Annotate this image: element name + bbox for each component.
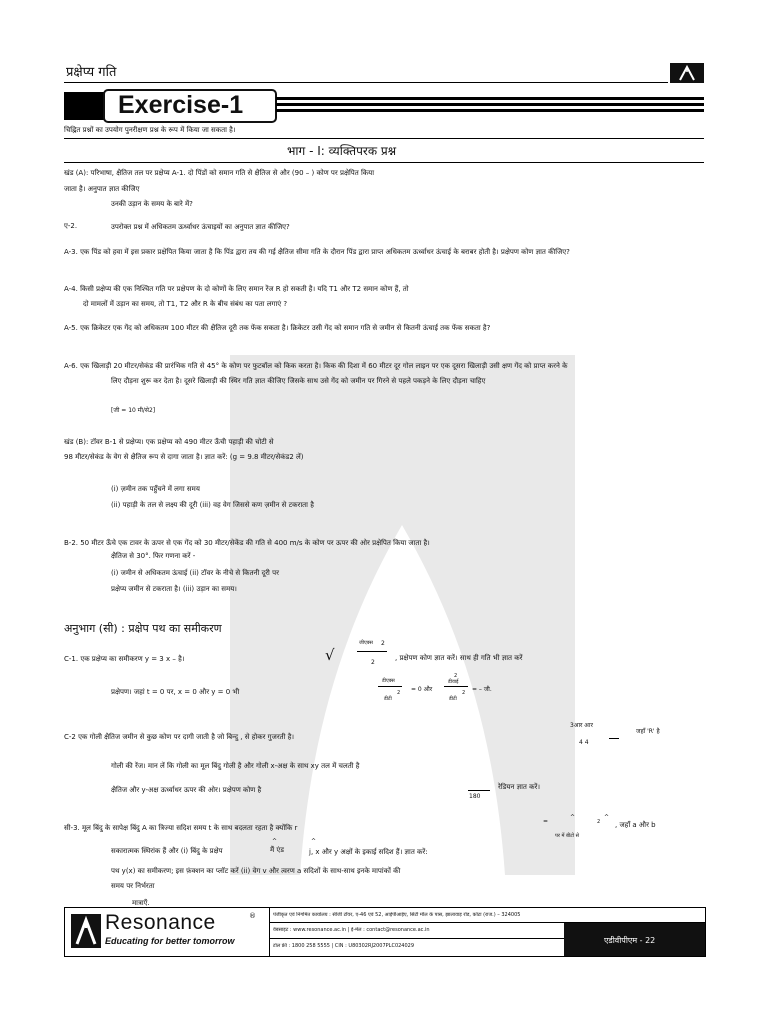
c3-right-sub: पर में बीटो से bbox=[555, 833, 579, 839]
question-a2-text: उपरोक्त प्रश्न में अधिकतम ऊर्ध्वाधर ऊंचाइयों का अनुपात ज्ञात कीजिए? bbox=[111, 223, 290, 231]
question-c3-line5: मात्राएँ. bbox=[132, 899, 150, 907]
question-b1-line2: 98 मीटर/सेकंड के वेग से क्षैतिज रूप से दागा जाता है। ज्ञात करें: (g = 9.8 मीटर/सेकंड2 लें) bbox=[64, 453, 304, 461]
question-c3-line4: समय पर निर्भरता bbox=[111, 882, 155, 890]
c3-right-caret: ^ bbox=[570, 814, 576, 821]
brand-tagline: Educating for better tomorrow bbox=[105, 936, 235, 946]
question-a5: A-5. एक क्रिकेटर एक गेंद को अधिकतम 100 मीटर की क्षैतिज दूरी तक फेंक सकता है। क्रिकेटर उसी गेंद को समान गति से जमीन से कितनी ऊंचाई तक फेंक सकता है? bbox=[64, 324, 491, 332]
exercise-title: Exercise-1 bbox=[118, 91, 244, 119]
question-b1-part-ii: (ii) पहाड़ी के तल से लक्ष्य की दूरी (iii) वह वेग जिससे कण ज़मीन से टकराता है bbox=[111, 501, 314, 509]
chapter-title: प्रक्षेप्य गति bbox=[66, 65, 117, 80]
c2-right-top: 3आर आर bbox=[570, 722, 593, 729]
question-c1-left: C-1. एक प्रक्षेप्य का समीकरण y = 3 x – है। bbox=[64, 655, 185, 663]
c1-eq1-num: डीएक्स bbox=[382, 678, 395, 684]
c1-frac-den: 2 bbox=[371, 659, 375, 666]
header-logo-icon bbox=[670, 63, 704, 83]
question-b2-line4: प्रक्षेप्य जमीन से टकराता है। (iii) उड़ान का समय। bbox=[111, 585, 237, 593]
c2-right-den: 4 4 bbox=[579, 739, 589, 746]
question-b2-line2: क्षैतिज से 30°. फिर गणना करें - bbox=[111, 552, 196, 560]
part-heading: भाग - I: व्यक्तिपरक प्रश्न bbox=[287, 144, 397, 158]
question-c2-line1: C-2 एक गोली क्षैतिज जमीन से कुछ कोण पर दागी जाती है जो बिन्दु , से होकर गुजरती है। bbox=[64, 733, 295, 741]
section-a-intro-3: उनकी उड़ान के समय के बारे में? bbox=[111, 200, 193, 208]
c1-eq1-rhs: = 0 और bbox=[411, 686, 433, 693]
brand-name: Resonance bbox=[105, 911, 216, 934]
question-c3-line2b: मैं एंड bbox=[270, 846, 285, 854]
note-text: चिह्नित प्रश्नों का उपयोग पुनरीक्षण प्रश्न के रूप में किया जा सकता है। bbox=[64, 126, 236, 134]
c3-hat-j: ^ bbox=[311, 838, 317, 845]
question-a6-line1: A-6. एक खिलाड़ी 20 मीटर/सेकंड की प्रारंभिक गति से 45° के कोण पर फुटबॉल को किक करता है। किक की दिशा में 60 मीटर दूर गोल लाइन पर एक दूसरा खिलाड़ी उसी क्षण गेंद को प्राप्त करने के bbox=[64, 362, 568, 370]
footer-brand bbox=[65, 908, 270, 956]
c2-right-tail: जहाँ 'R' है bbox=[636, 728, 660, 735]
question-c3-line2a: सकारात्मक स्थिरांक हैं और (i) बिंदु के प्रक्षेप bbox=[111, 847, 223, 855]
c1-eq2-top: 2 bbox=[454, 673, 458, 679]
section-a-intro-2: जाता है। अनुपात ज्ञात कीजिए bbox=[64, 185, 140, 193]
question-b1-part-i: (i) ज़मीन तक पहुँचने में लगा समय bbox=[111, 485, 200, 493]
c1-eq2-num: डीवाई bbox=[448, 679, 459, 685]
c3-hat-i: ^ bbox=[272, 838, 278, 845]
c3-right-caret-2: ^ bbox=[604, 814, 610, 821]
question-a4-line1: A-4. किसी प्रक्षेप्य की एक निश्चित गति पर प्रक्षेपण के दो कोणों के लिए समान रेंज R हो सकती है। यदि T1 और T2 समान कोण हैं, तो bbox=[64, 285, 409, 293]
question-c2-line2: गोली की रेंज। मान लें कि गोली का मूल बिंदु गोली है और गोली x-अक्ष के साथ xy तल में चलती है bbox=[111, 762, 360, 770]
question-b2-line3: (i) जमीन से अधिकतम ऊंचाई (ii) टॉवर के नीचे से कितनी दूरी पर bbox=[111, 569, 279, 577]
c2-frac-den: 180 bbox=[469, 793, 481, 800]
c1-eq2-rhs: = – जी. bbox=[472, 686, 492, 693]
c3-right-tail: , जहाँ a और b bbox=[615, 821, 656, 829]
question-c2-line3: क्षैतिज और y-अक्ष ऊर्ध्वाधर ऊपर की ओर। प्रक्षेपण कोण है bbox=[111, 786, 262, 794]
question-b1-line1: खंड (B): टॉवर B-1 से प्रक्षेप्य। एक प्रक्षेप्य को 490 मीटर ऊँची पहाड़ी की चोटी से bbox=[64, 438, 274, 446]
footer-toll: टोल फ्री : 1800 258 5555 | CIN : U80302RJ2007PLC024029 bbox=[273, 943, 415, 949]
c1-eq1-den: डीटी bbox=[384, 696, 392, 702]
c3-right-sup: 2 bbox=[597, 819, 601, 825]
question-a4-line2: दो मामलों में उड़ान का समय, तो T1, T2 और R के बीच संबंध का पता लगाएं ? bbox=[83, 300, 288, 308]
resonance-logo-icon bbox=[71, 914, 101, 948]
c2-tail: रेडियन ज्ञात करें। bbox=[498, 783, 540, 791]
c1-eq1-sup: 2 bbox=[397, 690, 401, 696]
question-a6-given: [जी = 10 मी/से2] bbox=[111, 407, 156, 414]
question-c1-right: , प्रक्षेपण कोण ज्ञात करें। साथ ही गति भी ज्ञात करें bbox=[395, 654, 523, 662]
c1-frac-num: 2 bbox=[381, 640, 385, 647]
section-c-heading: अनुभाग (सी) : प्रक्षेप पथ का समीकरण bbox=[64, 622, 222, 635]
page-code: एडीवीपीएम - 22 bbox=[604, 936, 656, 945]
question-a2-label: ए-2. bbox=[64, 222, 78, 230]
question-c3-line3: पथ y(x) का समीकरण; इस फ़ंक्शन का प्लॉट करें (ii) वेग v और त्वरण a सदिशों के साथ-साथ इनके मापांकों की bbox=[111, 867, 401, 875]
question-b2-line1: B-2. 50 मीटर ऊँचे एक टावर के ऊपर से एक गेंद को 30 मीटर/सेकेंड की गति से 400 m/s के कोण पर ऊपर की ओर प्रक्षेपित किया जाता है। bbox=[64, 539, 430, 547]
footer bbox=[64, 907, 706, 957]
question-c3-line2c: j, x और y अक्षों के इकाई सदिश हैं। ज्ञात करें: bbox=[309, 848, 428, 856]
question-c1-line2: प्रक्षेपण। जहां t = 0 पर, x = 0 और y = 0 भी bbox=[111, 688, 240, 696]
section-a-intro-1: खंड (A): परिभाषा, क्षैतिज तल पर प्रक्षेप्य A-1. दो पिंडों को समान गति से क्षैतिज से और (90 – ) कोण पर प्रक्षेपित किया bbox=[64, 169, 375, 177]
page-code-box bbox=[564, 923, 705, 956]
c3-right-eq: = bbox=[543, 818, 549, 825]
c1-eq2-sup: 2 bbox=[462, 690, 466, 696]
footer-address: पंजीकृत एवं निगमित कार्यालय : सीजी टॉवर, ए-46 एवं 52, आईपीआईए, सिटी मॉल के पास, झालावाड़ रोड, कोटा (राज.) – 324005 bbox=[273, 912, 521, 918]
question-a3: A-3. एक पिंड को हवा में इस प्रकार प्रक्षेपित किया जाता है कि पिंड द्वारा तय की गई क्षैतिज सीमा गति के दौरान पिंड द्वारा प्राप्त अधिकतम ऊर्ध्वाधर ऊंचाई के बराबर होती है। प्रक्षेपण कोण ज्ञात कीजिए? bbox=[64, 248, 570, 256]
question-a6-line2: लिए दौड़ना शुरू कर देता है। दूसरे खिलाड़ी की स्थिर गति ज्ञात कीजिए जिसके साथ उसे गेंद को जमीन पर गिरने से पहले पकड़ने के लिए दौड़ना चाहिए bbox=[111, 377, 486, 385]
footer-web: वेबसाइट : www.resonance.ac.in | ई-मेल : contact@resonance.ac.in bbox=[273, 927, 430, 933]
c1-eq2-den: डीटी bbox=[449, 696, 457, 702]
question-c3-line1: सी-3. मूल बिंदु के सापेक्ष बिंदु A का त्रिज्या सदिश समय t के साथ बदलता रहता है क्योंकि r bbox=[64, 824, 298, 832]
sqrt-symbol: √ bbox=[325, 646, 335, 664]
brand-registered: ® bbox=[249, 912, 256, 920]
c1-frac-sup: जीएक्स bbox=[359, 640, 373, 646]
